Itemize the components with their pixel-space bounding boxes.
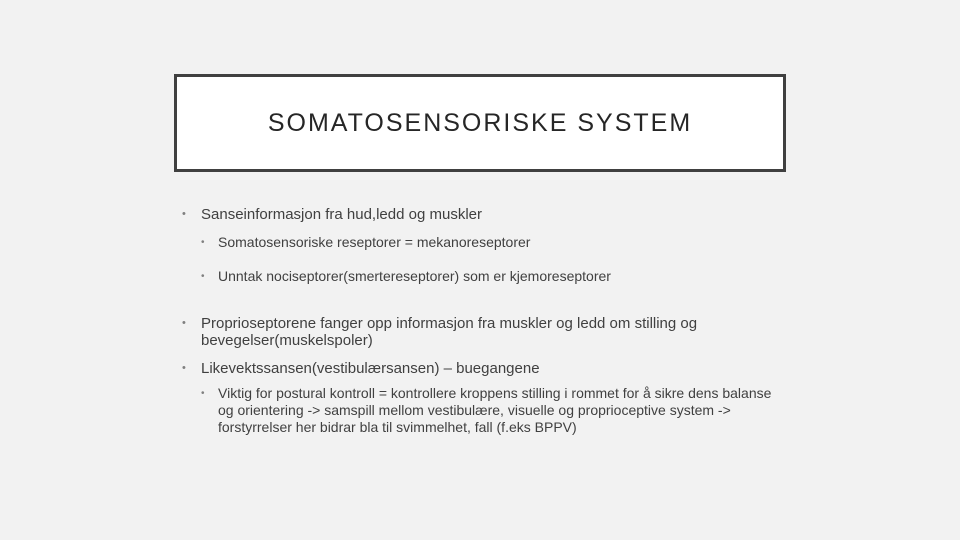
bullet-icon: • xyxy=(201,388,205,399)
sub-bullet-item xyxy=(201,385,782,436)
bullet-icon: • xyxy=(182,317,186,329)
sub-bullet-text: Unntak nociseptorer(smertereseptorer) som er kjemoreseptorer xyxy=(218,268,611,284)
bullet-icon: • xyxy=(182,362,186,374)
bullet-icon: • xyxy=(201,271,205,282)
slide-title: SOMATOSENSORISKE SYSTEM xyxy=(267,108,693,137)
bullet-item xyxy=(182,206,782,223)
slide-title-box xyxy=(174,74,786,172)
bullet-text: Sanseinformasjon fra hud,ledd og muskler xyxy=(201,206,482,223)
sub-bullet-item xyxy=(201,234,782,251)
sub-bullet-item xyxy=(201,268,782,285)
bullet-text: Likevektssansen(vestibulærsansen) – buegangene xyxy=(201,360,540,377)
bullet-icon: • xyxy=(201,237,205,248)
bullet-item xyxy=(182,360,782,377)
bullet-item xyxy=(182,315,782,349)
bullet-icon: • xyxy=(182,208,186,220)
bullet-text: Proprioseptorene fanger opp informasjon fra muskler og ledd om stilling og bevegelser(muskelspoler) xyxy=(201,315,698,349)
sub-bullet-text: Viktig for postural kontroll = kontrollere kroppens stilling i rommet for å sikre dens balanse og orientering -> samspill mellom vestibulære, visuelle og proprioceptive system -> forstyrrelser her bidrar bla til svimmelhet, fall (f.eks BPPV) xyxy=(218,385,772,435)
slide-content xyxy=(182,206,782,436)
sub-bullet-text: Somatosensoriske reseptorer = mekanoreseptorer xyxy=(218,234,531,250)
